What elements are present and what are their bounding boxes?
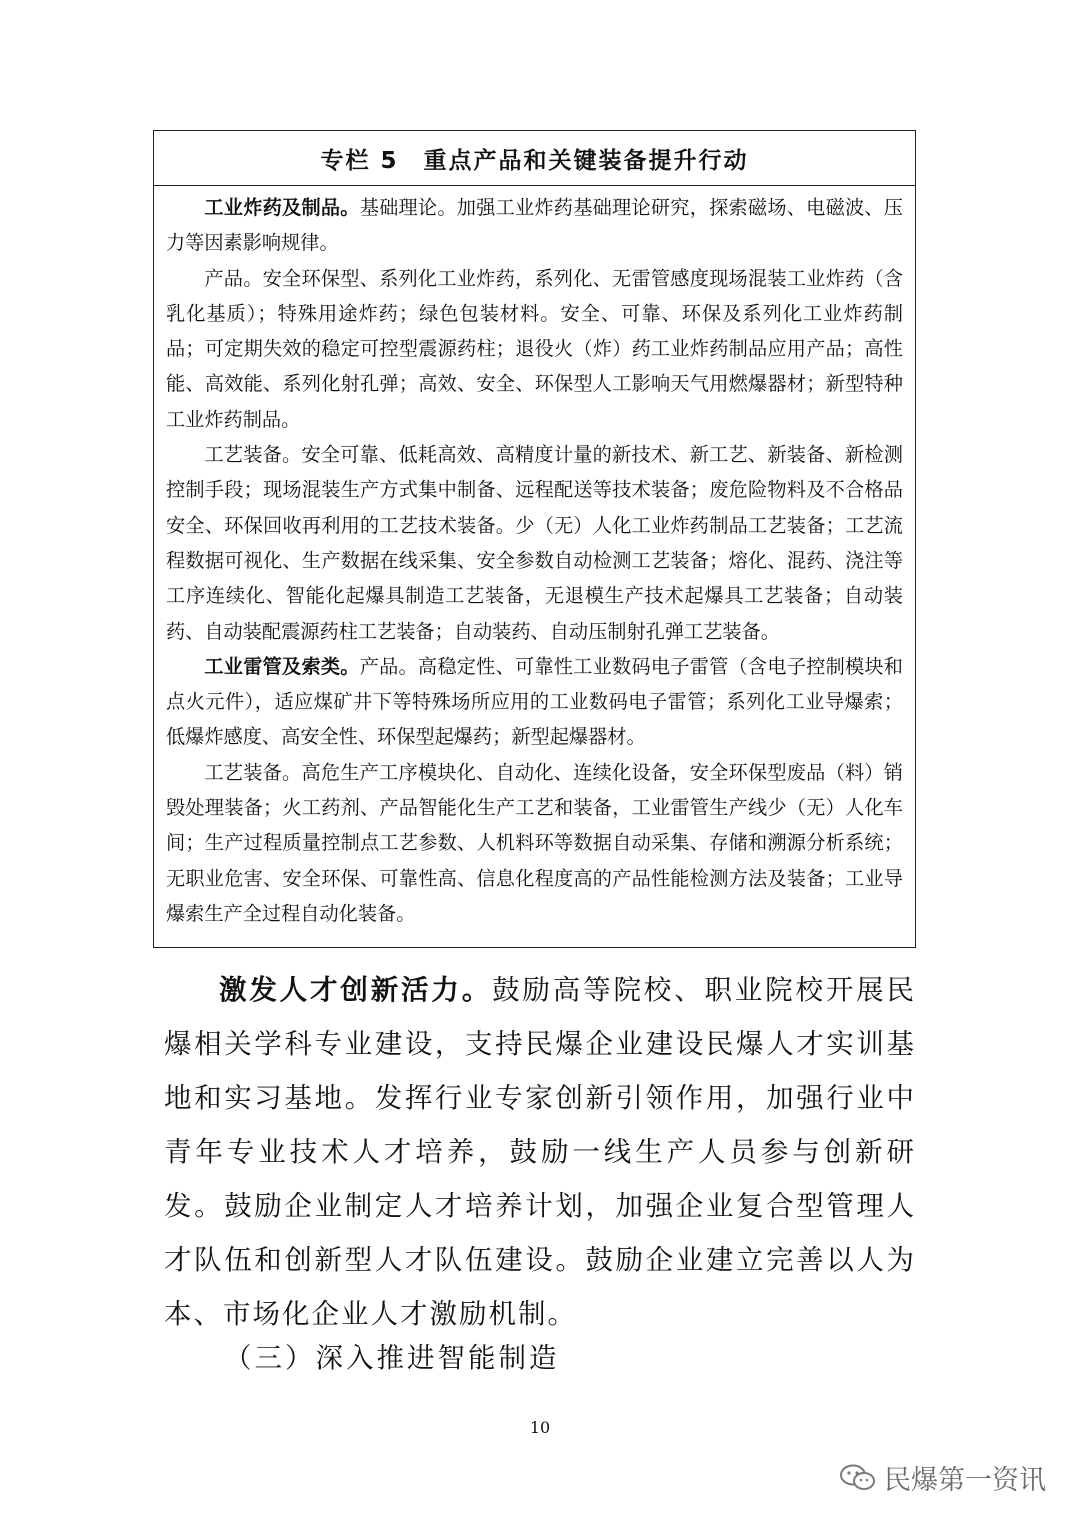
box-paragraph bbox=[166, 649, 903, 755]
wechat-icon bbox=[838, 1463, 878, 1493]
watermark-text: 民爆第一资讯 bbox=[884, 1465, 1046, 1496]
box-title: 专栏 5 重点产品和关键装备提升行动 bbox=[154, 131, 915, 186]
paragraph-text: 产品。高稳定性、可靠性工业数码电子雷管（含电子控制模块和点火元件），适应煤矿井下等特殊场所应用的工业数码电子雷管；系列化工业导爆索；低爆炸感度、高安全性、环保型起爆药；新型起爆器材。 bbox=[166, 654, 903, 749]
page-number: 10 bbox=[529, 1418, 551, 1437]
paragraph-lead: 工业雷管及索类。 bbox=[204, 654, 360, 678]
paragraph-text: 工艺装备。高危生产工序模块化、自动化、连续化设备，安全环保型废品（料）销毁处理装备；火工药剂、产品智能化生产工艺和装备，工业雷管生产线少（无）人化车间；生产过程质量控制点工艺参数、人机料环等数据自动采集、存储和溯源分析系统；无职业危害、安全环保、可靠性高、信息化程度高的产品性能检测方法及装备；工业导爆索生产全过程自动化装备。 bbox=[166, 760, 903, 925]
watermark bbox=[838, 1458, 1046, 1497]
paragraph-text: 工艺装备。安全可靠、低耗高效、高精度计量的新技术、新工艺、新装备、新检测控制手段；现场混装生产方式集中制备、远程配送等技术装备；废危险物料及不合格品安全、环保回收再利用的工艺技术装备。少（无）人化工业炸药制品工艺装备；工艺流程数据可视化、生产数据在线采集、安全参数自动检测工艺装备；熔化、混药、浇注等工序连续化、智能化起爆具制造工艺装备，无退模生产技术起爆具工艺装备；自动装药、自动装配震源药柱工艺装备；自动装药、自动压制射孔弹工艺装备。 bbox=[166, 443, 903, 643]
box-paragraph bbox=[166, 437, 903, 649]
box-paragraph bbox=[166, 261, 903, 437]
paragraph-text: 基础理论。加强工业炸药基础理论研究，探索磁场、电磁波、压力等因素影响规律。 bbox=[166, 196, 903, 255]
main-paragraph-text: 鼓励高等院校、职业院校开展民爆相关学科专业建设，支持民爆企业建设民爆人才实训基地和实习基地。发挥行业专家创新引领作用，加强行业中青年专业技术人才培养，鼓励一线生产人员参与创新研发。鼓励企业制定人才培养计划，加强企业复合型管理人才队伍和创新型人才队伍建设。鼓励企业建立完善以人为本、市场化企业人才激励机制。 bbox=[164, 974, 917, 1330]
paragraph-text: 产品。安全环保型、系列化工业炸药，系列化、无雷管感度现场混装工业炸药（含乳化基质）；特殊用途炸药；绿色包装材料。安全、可靠、环保及系列化工业炸药制品；可定期失效的稳定可控型震源药柱；退役火（炸）药工业炸药制品应用产品；高性能、高效能、系列化射孔弹；高效、安全、环保型人工影响天气用燃爆器材；新型特种工业炸药制品。 bbox=[166, 266, 903, 431]
main-paragraph-lead: 激发人才创新活力。 bbox=[219, 974, 493, 1006]
section-heading: （三）深入推进智能制造 bbox=[224, 1342, 560, 1374]
main-paragraph bbox=[164, 963, 916, 1341]
paragraph-lead: 工业炸药及制品。 bbox=[204, 196, 360, 219]
main-body bbox=[164, 963, 916, 1341]
box-paragraph bbox=[166, 755, 903, 931]
box-paragraph bbox=[166, 190, 903, 261]
column-box bbox=[153, 130, 916, 948]
box-body bbox=[154, 186, 915, 931]
